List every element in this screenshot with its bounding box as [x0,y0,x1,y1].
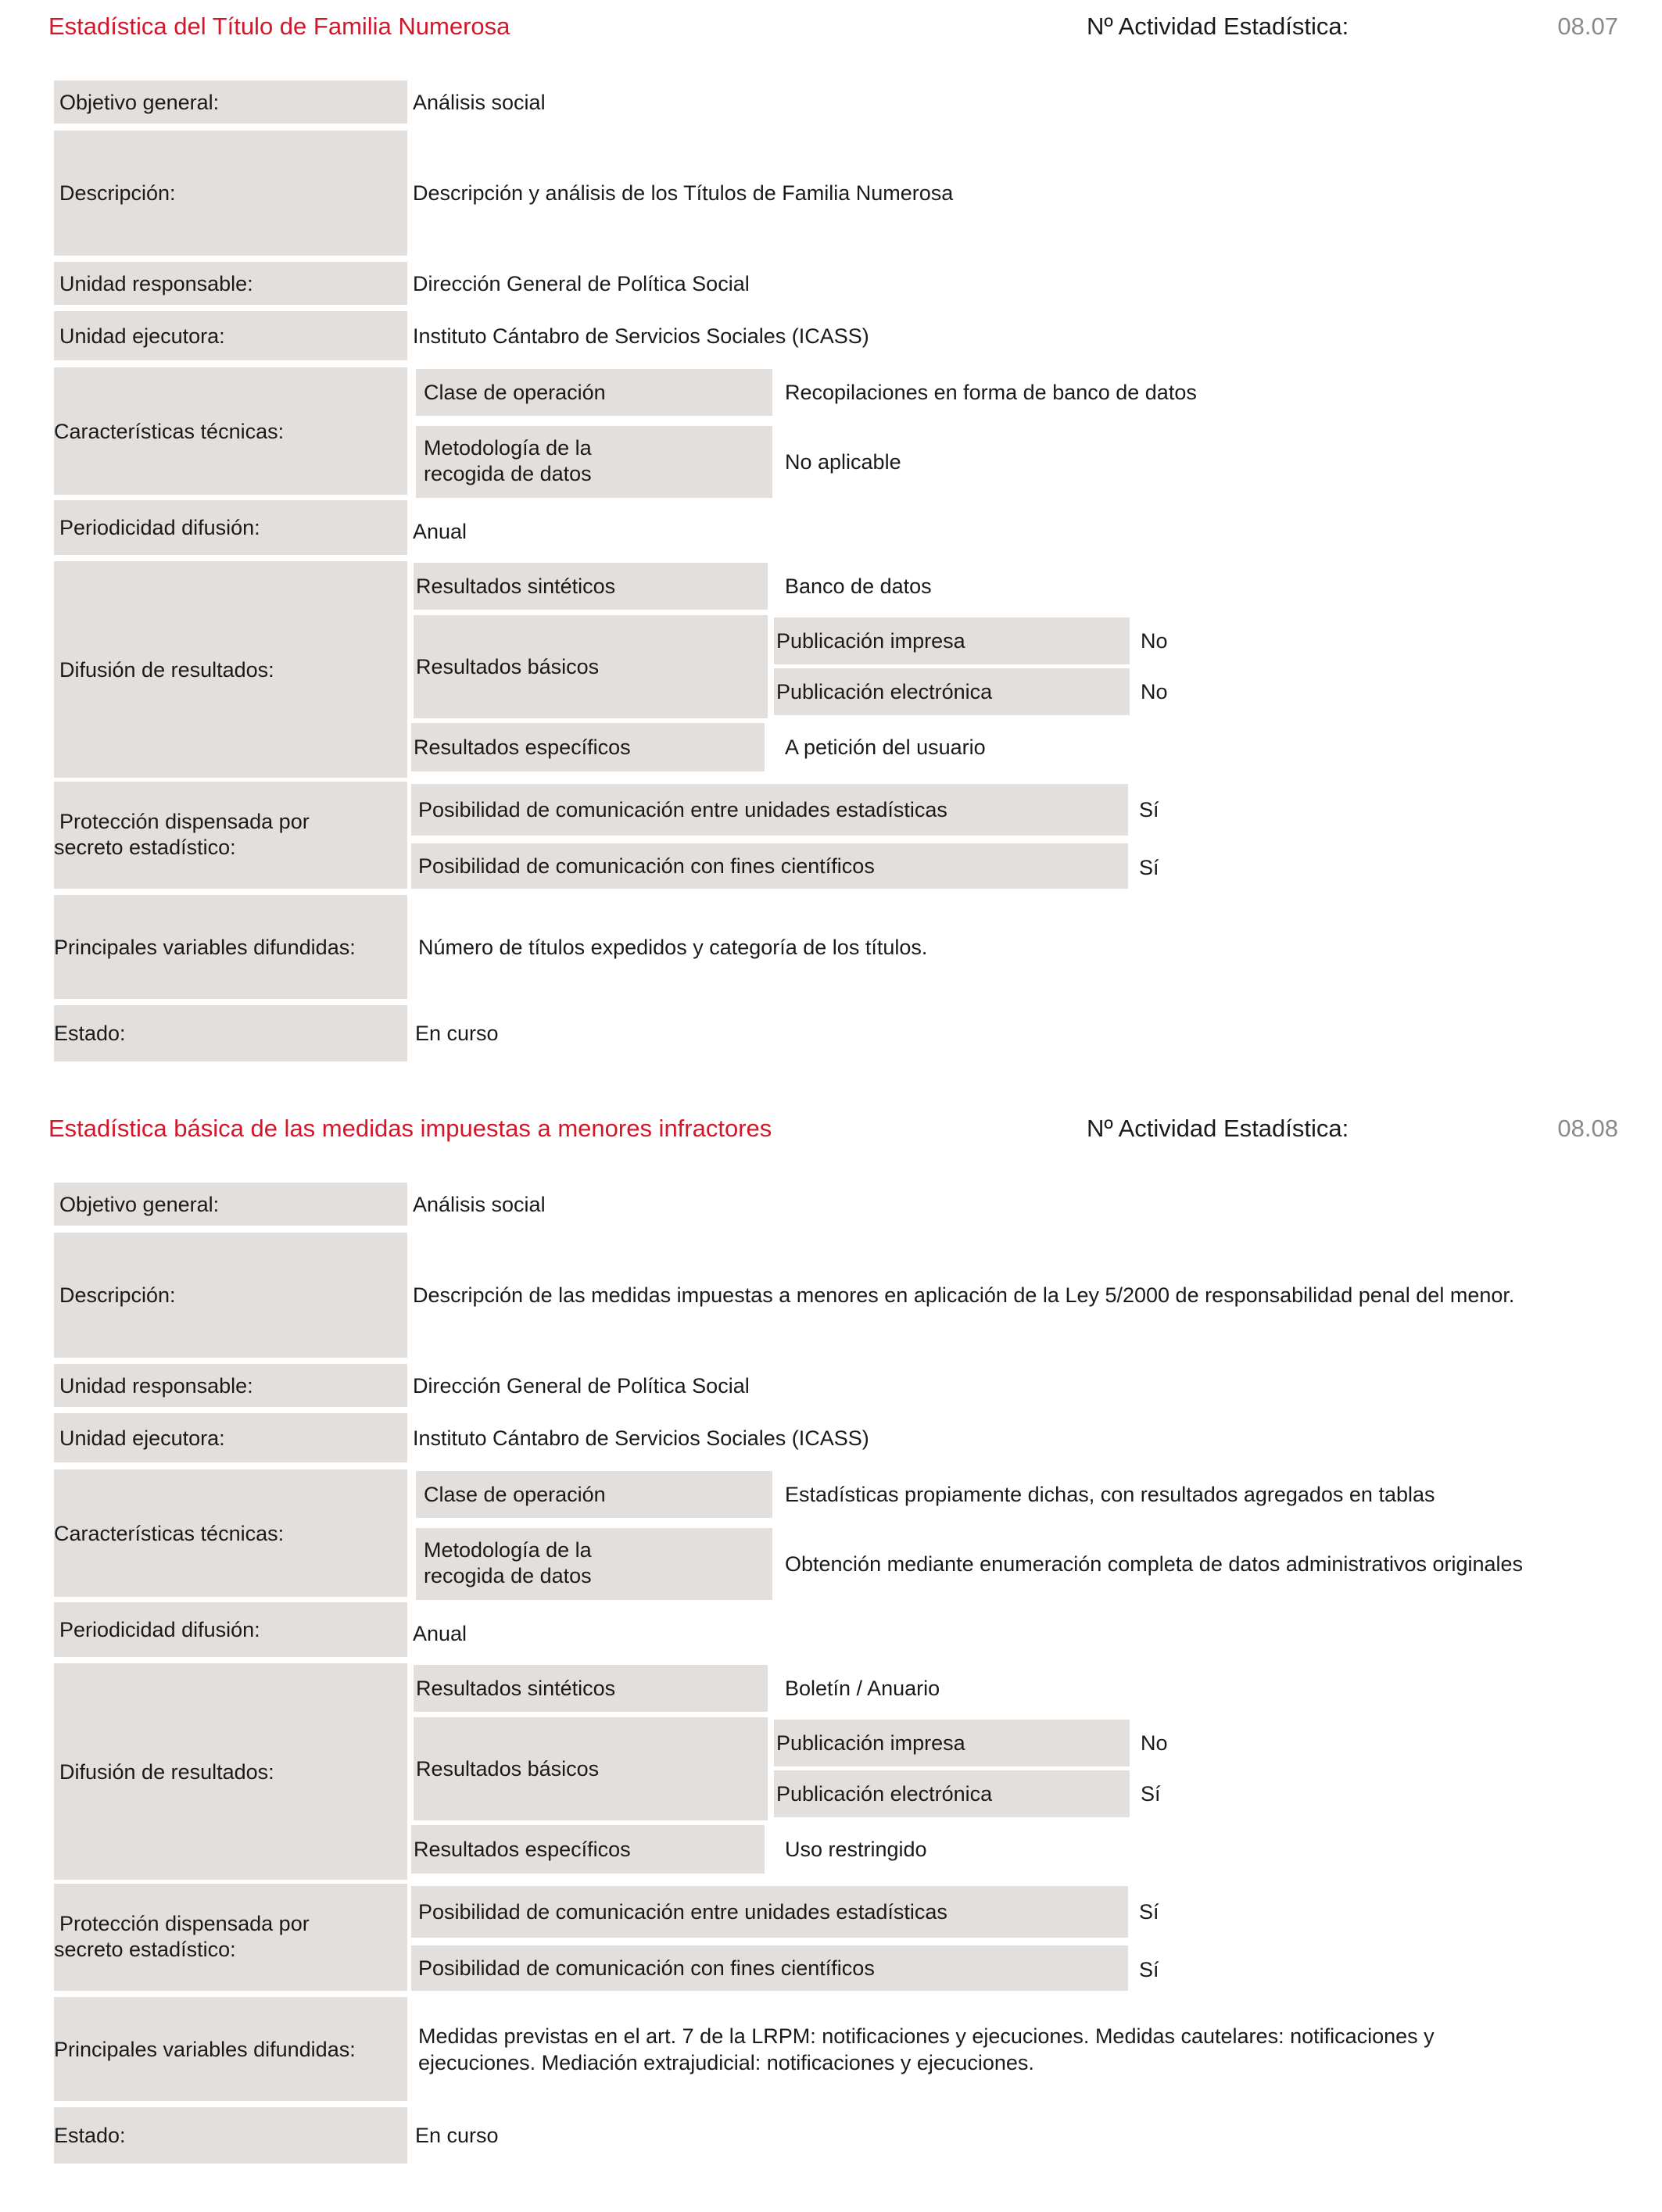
electronica-label: Publicación electrónica [776,680,993,703]
comunicacion-unidades-value: Sí [1139,1900,1159,1924]
electronica-value: Sí [1141,1782,1161,1806]
metodologia-label-line1: Metodología de la [424,436,592,460]
sinteticos-value: Banco de datos [785,574,932,598]
electronica-label: Publicación electrónica [776,1782,993,1806]
caracteristicas-label: Características técnicas: [54,1521,285,1545]
section-title: Estadística del Título de Familia Numerosa [48,13,510,40]
unidad-ejecutora-value: Instituto Cántabro de Servicios Sociales (ICASS) [413,324,869,348]
unidad-ejecutora-label: Unidad ejecutora: [59,324,225,348]
proteccion-label-line2: secreto estadístico: [54,836,236,859]
metodologia-label [424,435,592,487]
periodicidad-value: Anual [413,520,467,543]
objetivo-label: Objetivo general: [59,1192,220,1216]
sinteticos-label: Resultados sintéticos [416,574,616,598]
activity-number: 08.08 [1557,1115,1618,1142]
variables-label: Principales variables difundidas: [54,935,356,959]
clase-operacion-label: Clase de operación [424,1483,606,1506]
unidad-ejecutora-value: Instituto Cántabro de Servicios Sociales (ICASS) [413,1426,869,1450]
comunicacion-cientificos-label: Posibilidad de comunicación con fines científicos [418,1956,875,1980]
especificos-label: Resultados específicos [414,1838,631,1861]
proteccion-label-line2: secreto estadístico: [54,1938,236,1961]
variables-label: Principales variables difundidas: [54,2037,356,2061]
unidad-ejecutora-label: Unidad ejecutora: [59,1426,225,1450]
metodologia-label-line2: recogida de datos [424,462,592,485]
comunicacion-unidades-label: Posibilidad de comunicación entre unidades estadísticas [418,798,947,821]
difusion-label: Difusión de resultados: [59,657,274,682]
metodologia-label-line2: recogida de datos [424,1564,592,1587]
caracteristicas-label: Características técnicas: [54,419,285,443]
comunicacion-cientificos-value: Sí [1139,856,1159,879]
clase-operacion-label: Clase de operación [424,381,606,404]
metodologia-value: No aplicable [785,450,901,474]
comunicacion-cientificos-label: Posibilidad de comunicación con fines científicos [418,854,875,878]
metodologia-label-line1: Metodología de la [424,1538,592,1562]
proteccion-label [54,1911,310,1963]
objetivo-label: Objetivo general: [59,90,220,114]
proteccion-label-line1: Protección dispensada por [59,810,310,833]
basicos-label: Resultados básicos [416,655,600,678]
impresa-label: Publicación impresa [776,629,965,653]
metodologia-label [424,1537,592,1589]
impresa-value: No [1141,629,1168,653]
basicos-label: Resultados básicos [416,1757,600,1781]
estado-label: Estado: [54,2124,126,2147]
clase-operacion-value: Estadísticas propiamente dichas, con resultados agregados en tablas [785,1483,1435,1506]
impresa-label: Publicación impresa [776,1731,965,1755]
unidad-responsable-value: Dirección General de Política Social [413,1373,750,1398]
clase-operacion-value: Recopilaciones en forma de banco de datos [785,381,1197,404]
comunicacion-unidades-value: Sí [1139,798,1159,821]
descripcion-label: Descripción: [59,1283,176,1307]
sinteticos-label: Resultados sintéticos [416,1677,616,1700]
especificos-label: Resultados específicos [414,736,631,759]
proteccion-label [54,809,310,861]
objetivo-value: Análisis social [413,90,546,114]
especificos-value: A petición del usuario [785,736,986,759]
activity-number-label: Nº Actividad Estadística: [1087,13,1349,40]
especificos-value: Uso restringido [785,1838,927,1861]
electronica-value: No [1141,680,1168,703]
estado-value: En curso [415,1022,499,1045]
estado-label: Estado: [54,1022,126,1045]
variables-value: Medidas previstas en el art. 7 de la LRPM: notificaciones y ejecuciones. Medidas cautelares: notificaciones y ejecuciones. Mediación extrajudicial: notificaciones y ejecuciones. [418,2024,1435,2074]
objetivo-value: Análisis social [413,1192,546,1216]
unidad-responsable-label: Unidad responsable: [59,271,253,295]
unidad-responsable-value: Dirección General de Política Social [413,271,750,295]
metodologia-value: Obtención mediante enumeración completa de datos administrativos originales [785,1552,1524,1576]
periodicidad-label: Periodicidad difusión: [59,516,260,539]
descripcion-label: Descripción: [59,181,176,205]
statistic-section [0,1102,1662,2212]
estado-value: En curso [415,2124,499,2147]
variables-value: Número de títulos expedidos y categoría de los títulos. [418,935,928,959]
comunicacion-unidades-label: Posibilidad de comunicación entre unidades estadísticas [418,1900,947,1924]
proteccion-label-line1: Protección dispensada por [59,1912,310,1935]
periodicidad-value: Anual [413,1622,467,1645]
descripcion-value: Descripción de las medidas impuestas a menores en aplicación de la Ley 5/2000 de responsabilidad penal del menor. [413,1283,1515,1307]
activity-number: 08.07 [1557,13,1618,40]
sinteticos-value: Boletín / Anuario [785,1677,940,1700]
impresa-value: No [1141,1731,1168,1755]
descripcion-value: Descripción y análisis de los Títulos de Familia Numerosa [413,181,954,205]
comunicacion-cientificos-value: Sí [1139,1958,1159,1981]
unidad-responsable-label: Unidad responsable: [59,1373,253,1398]
periodicidad-label: Periodicidad difusión: [59,1618,260,1641]
section-title: Estadística básica de las medidas impuestas a menores infractores [48,1115,772,1142]
activity-number-label: Nº Actividad Estadística: [1087,1115,1349,1142]
difusion-label: Difusión de resultados: [59,1759,274,1784]
